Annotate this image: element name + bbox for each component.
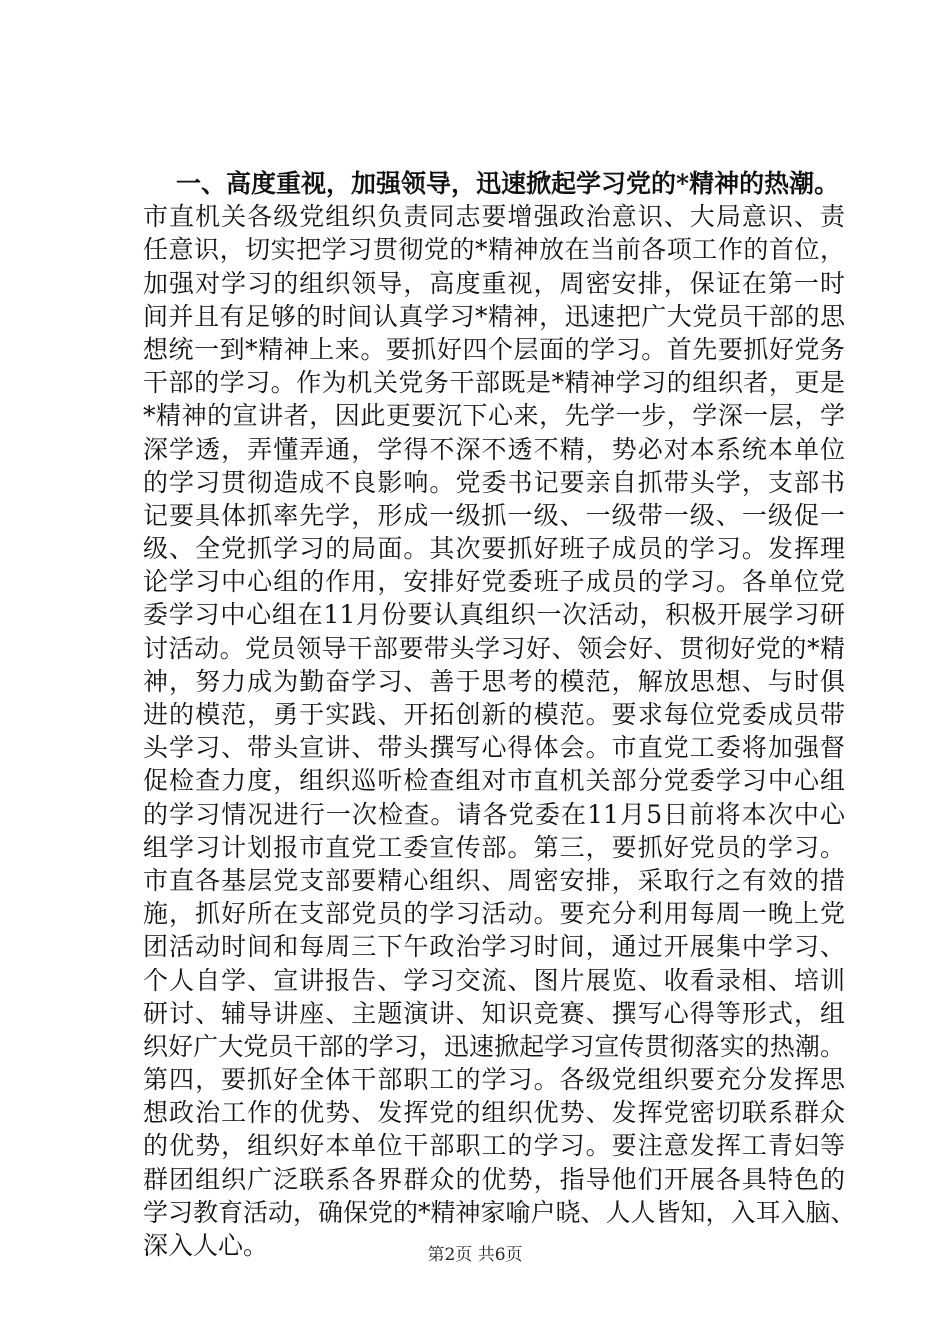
body-line: 级、全党抓学习的局面。其次要抓好班子成员的学习。发挥理 — [143, 534, 845, 564]
body-line: 学习教育活动，确保党的*精神家喻户晓、人人皆知，入耳入脑、 — [143, 1197, 856, 1227]
body-line: 记要具体抓率先学，形成一级抓一级、一级带一级、一级促一 — [143, 500, 845, 530]
body-line: 讨活动。党员领导干部要带头学习好、领会好、贯彻好党的*精 — [143, 633, 845, 663]
body-line: 神，努力成为勤奋学习、善于思考的模范，解放思想、与时俱 — [143, 666, 845, 696]
body-line: 群团组织广泛联系各界群众的优势，指导他们开展各具特色的 — [143, 1164, 845, 1194]
body-line: 团活动时间和每周三下午政治学习时间，通过开展集中学习、 — [143, 932, 845, 962]
page-footer: 第2页 共6页 — [427, 1245, 523, 1265]
body-line: 深学透，弄懂弄通，学得不深不透不精，势必对本系统本单位 — [143, 434, 845, 464]
body-line: 间并且有足够的时间认真学习*精神，迅速把广大党员干部的思 — [143, 301, 845, 331]
body-line: 织好广大党员干部的学习，迅速掀起学习宣传贯彻落实的热潮。 — [143, 1031, 845, 1061]
body-line: 促检查力度，组织巡听检查组对市直机关部分党委学习中心组 — [143, 766, 845, 796]
body-line: 想政治工作的优势、发挥党的组织优势、发挥党密切联系群众 — [143, 1098, 845, 1128]
document-body — [143, 167, 856, 1262]
body-line: 头学习、带头宣讲、带头撰写心得体会。市直党工委将加强督 — [143, 733, 845, 763]
body-line: 加强对学习的组织领导，高度重视，周密安排，保证在第一时 — [143, 268, 845, 298]
body-line: 施，抓好所在支部党员的学习活动。要充分利用每周一晚上党 — [143, 899, 845, 929]
body-line: 第四，要抓好全体干部职工的学习。各级党组织要充分发挥思 — [143, 1065, 845, 1095]
body-line: 市直机关各级党组织负责同志要增强政治意识、大局意识、责 — [143, 202, 845, 232]
body-line: 研讨、辅导讲座、主题演讲、知识竞赛、撰写心得等形式，组 — [143, 998, 845, 1028]
body-line: 论学习中心组的作用，安排好党委班子成员的学习。各单位党 — [143, 567, 845, 597]
body-line: 的优势，组织好本单位干部职工的学习。要注意发挥工青妇等 — [143, 1131, 845, 1161]
body-line: 组学习计划报市直党工委宣传部。第三，要抓好党员的学习。 — [143, 832, 845, 862]
body-line: 委学习中心组在11月份要认真组织一次活动，积极开展学习研 — [143, 600, 845, 630]
body-line: 深入人心。 — [143, 1231, 269, 1260]
body-line: *精神的宣讲者，因此更要沉下心来，先学一步，学深一层，学 — [143, 401, 845, 431]
body-line: 任意识，切实把学习贯彻党的*精神放在当前各项工作的首位， — [143, 235, 845, 265]
body-line: 个人自学、宣讲报告、学习交流、图片展览、收看录相、培训 — [143, 965, 845, 995]
body-line: 干部的学习。作为机关党务干部既是*精神学习的组织者，更是 — [143, 368, 845, 398]
body-line: 的学习贯彻造成不良影响。党委书记要亲自抓带头学，支部书 — [143, 467, 845, 497]
section-heading: 一、高度重视，加强领导，迅速掀起学习党的*精神的热潮。 — [176, 169, 840, 198]
body-line: 市直各基层党支部要精心组织、周密安排，采取行之有效的措 — [143, 865, 845, 895]
body-line: 想统一到*精神上来。要抓好四个层面的学习。首先要抓好党务 — [143, 334, 845, 364]
body-line: 的学习情况进行一次检查。请各党委在11月5日前将本次中心 — [143, 799, 845, 829]
body-line: 进的模范，勇于实践、开拓创新的模范。要求每位党委成员带 — [143, 700, 845, 729]
